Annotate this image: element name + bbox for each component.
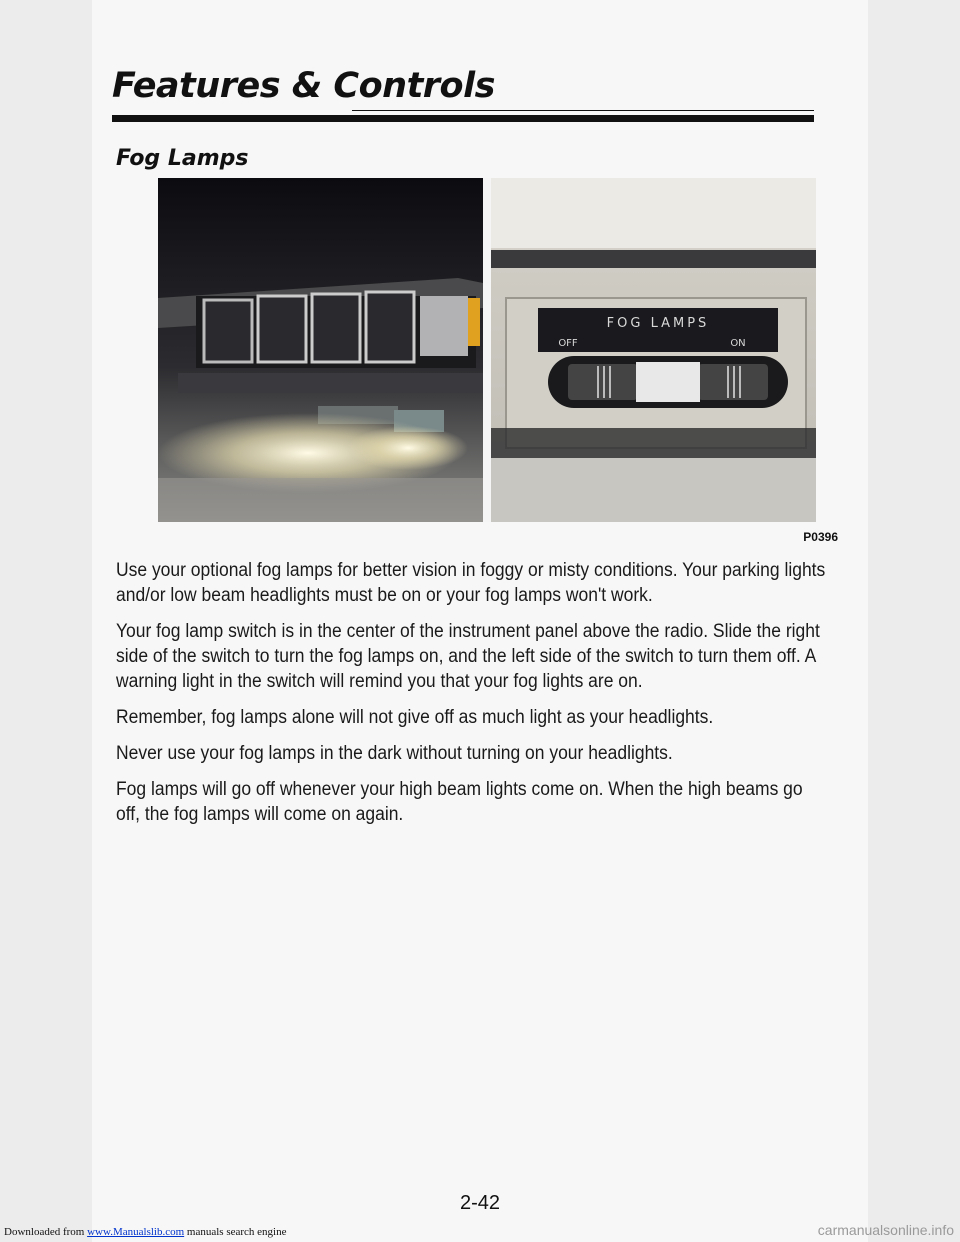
- body-text: [116, 558, 826, 838]
- page-number: 2-42: [459, 1192, 501, 1214]
- paragraph-2: Your fog lamp switch is in the center of the instrument panel above the radio. Slide the right side of the switch to turn the fog lamps on, and the left side of the switch to turn them off. A warning light in the switch will remind you that your fog lights are on.: [116, 621, 820, 692]
- download-footer: [4, 1226, 286, 1238]
- switch-off-label: OFF: [558, 338, 578, 349]
- chapter-title: Features & Controls: [112, 66, 495, 106]
- section-title: Fog Lamps: [116, 146, 249, 171]
- fog-lamp-switch-photo: [491, 178, 816, 522]
- watermark: carmanualsonline.info: [817, 1222, 954, 1238]
- switch-label: FOG LAMPS: [606, 316, 710, 331]
- header-rule: [112, 115, 814, 122]
- paragraph-4: Never use your fog lamps in the dark without turning on your headlights.: [116, 743, 673, 764]
- paragraph-3: Remember, fog lamps alone will not give off as much light as your headlights.: [116, 707, 714, 728]
- truck-front-photo: [158, 178, 483, 522]
- footer-suffix: manuals search engine: [186, 1226, 287, 1238]
- manualslib-link[interactable]: www.Manualslib.com: [87, 1226, 185, 1238]
- fog-lamps-photo: [158, 178, 816, 522]
- manual-page: [92, 0, 868, 1242]
- switch-on-label: ON: [730, 338, 746, 349]
- header-rule-thin: [352, 110, 814, 111]
- footer-prefix: Downloaded from: [4, 1226, 85, 1238]
- paragraph-5: Fog lamps will go off whenever your high beam lights come on. When the high beams go off, the fog lamps will come on again.: [116, 779, 803, 825]
- paragraph-1: Use your optional fog lamps for better vision in foggy or misty conditions. Your parking lights and/or low beam headlights must be on or your fog lamps won't work.: [116, 560, 826, 606]
- photo-code: P0396: [803, 530, 838, 544]
